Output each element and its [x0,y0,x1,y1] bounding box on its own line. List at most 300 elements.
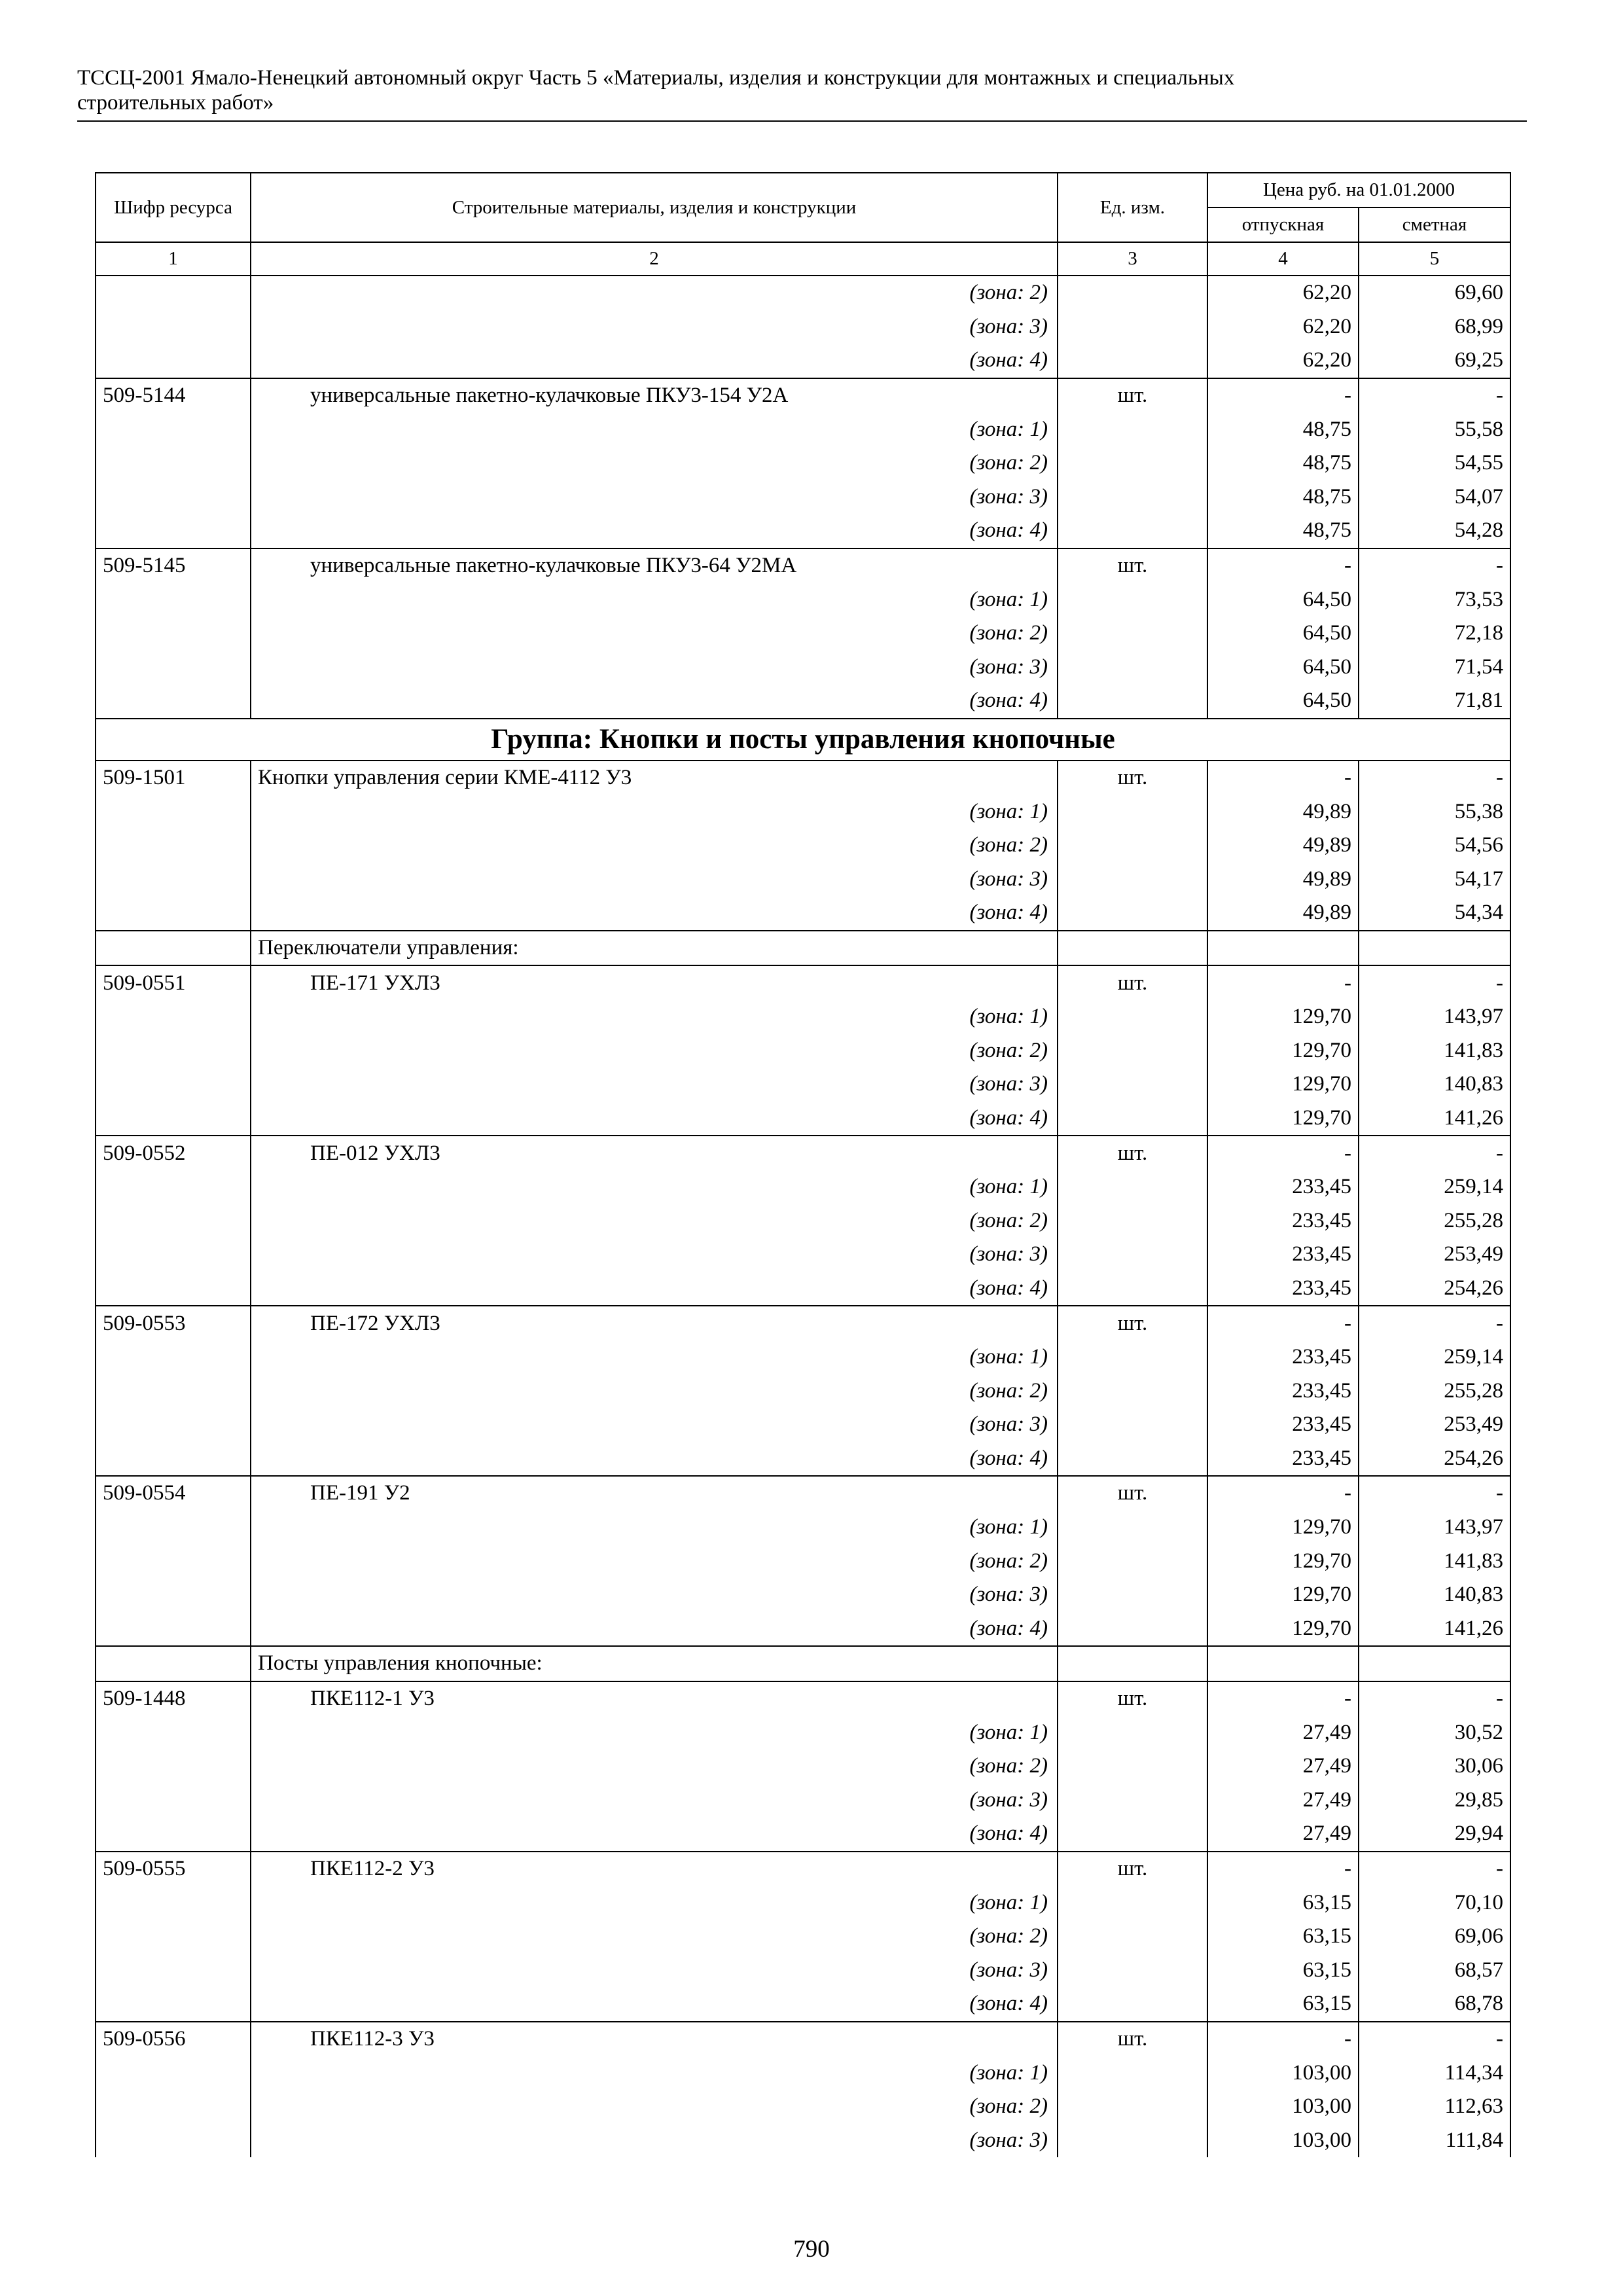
code-cell [96,1204,251,1238]
zone-label: (зона: 1) [251,412,1058,446]
release-price: 129,70 [1207,1033,1359,1067]
release-price: 49,89 [1207,829,1359,863]
unit-cell [1058,1511,1207,1545]
zone-row [96,1102,1510,1136]
estimate-price: - [1359,1852,1510,1886]
unit-of-measure: шт. [1058,1476,1207,1511]
zone-row [96,1204,1510,1238]
zone-row [96,829,1510,863]
estimate-price: 255,28 [1359,1204,1510,1238]
estimate-price: - [1359,761,1510,795]
release-price: 48,75 [1207,514,1359,548]
release-price: 233,45 [1207,1340,1359,1374]
release-price: - [1207,378,1359,413]
item-name: ПКЕ112-1 У3 [251,1681,1058,1716]
zone-row [96,795,1510,829]
unit-cell [1058,1238,1207,1272]
zone-label: (зона: 4) [251,1612,1058,1647]
unit-of-measure: шт. [1058,378,1207,413]
zone-label: (зона: 3) [251,1784,1058,1818]
unit-cell [1058,1033,1207,1067]
release-price: 103,00 [1207,2090,1359,2124]
unit-cell [1058,1954,1207,1988]
estimate-price: 143,97 [1359,1000,1510,1034]
zone-row [96,480,1510,514]
code-cell [96,2123,251,2157]
item-name: ПЕ-012 УХЛ3 [251,1136,1058,1170]
release-price: 49,89 [1207,863,1359,897]
estimate-price: 54,28 [1359,514,1510,548]
zone-label: (зона: 4) [251,344,1058,378]
code-cell [96,1817,251,1852]
release-price: 27,49 [1207,1749,1359,1784]
estimate-price: 68,78 [1359,1987,1510,2022]
code-cell [96,2090,251,2124]
unit-cell [1058,617,1207,651]
header-line-1: ТССЦ-2001 Ямало-Ненецкий автономный округ Часть 5 «Материалы, изделия и конструкции для монтажных и специальных [77,66,1235,90]
release-price: - [1207,548,1359,583]
zone-label: (зона: 1) [251,1715,1058,1749]
resource-code: 509-5145 [96,548,251,583]
zone-row [96,1612,1510,1647]
release-price: - [1207,965,1359,1000]
subheading-label: Посты управления кнопочные: [251,1646,1058,1681]
code-cell [96,1374,251,1408]
release-price: 129,70 [1207,1578,1359,1612]
code-cell [96,684,251,719]
zone-label: (зона: 1) [251,795,1058,829]
zone-row [96,1408,1510,1442]
release-price: 48,75 [1207,480,1359,514]
unit-of-measure: шт. [1058,548,1207,583]
code-cell [96,1954,251,1988]
code-cell [96,1067,251,1102]
code-cell [96,446,251,480]
unit-cell [1058,1204,1207,1238]
unit-of-measure: шт. [1058,1852,1207,1886]
estimate-price: 141,83 [1359,1033,1510,1067]
code-cell [96,651,251,685]
zone-row [96,1987,1510,2022]
subheading-label: Переключатели управления: [251,931,1058,966]
code-cell [96,1442,251,1477]
zone-label: (зона: 4) [251,684,1058,719]
col-number-4: 4 [1207,242,1359,276]
unit-cell [1058,829,1207,863]
estimate-price: 30,06 [1359,1749,1510,1784]
release-price: 233,45 [1207,1204,1359,1238]
zone-row [96,1954,1510,1988]
estimate-price: 73,53 [1359,583,1510,617]
estimate-price: 54,55 [1359,446,1510,480]
zone-label: (зона: 3) [251,863,1058,897]
unit-cell [1058,931,1207,966]
zone-label: (зона: 3) [251,310,1058,344]
zone-label: (зона: 2) [251,1920,1058,1954]
zone-row [96,1544,1510,1578]
group-heading: Группа: Кнопки и посты управления кнопочные [96,719,1510,761]
code-cell [96,583,251,617]
estimate-price-cell [1359,931,1510,966]
zone-label: (зона: 4) [251,1987,1058,2022]
release-price: 129,70 [1207,1544,1359,1578]
zone-row [96,1886,1510,1920]
zone-row [96,583,1510,617]
release-price: 62,20 [1207,344,1359,378]
zone-label: (зона: 2) [251,1033,1058,1067]
item-name: универсальные пакетно-кулачковые ПКУ3-154 У2А [251,378,1058,413]
estimate-price: 141,26 [1359,1612,1510,1647]
zone-label: (зона: 1) [251,1000,1058,1034]
release-price: 27,49 [1207,1817,1359,1852]
page-header [77,65,1524,115]
code-cell [96,1612,251,1647]
release-price-cell [1207,931,1359,966]
code-cell [96,344,251,378]
unit-cell [1058,1817,1207,1852]
estimate-price: 55,58 [1359,412,1510,446]
unit-of-measure: шт. [1058,1306,1207,1340]
col-number-2: 2 [251,242,1058,276]
estimate-price: - [1359,1476,1510,1511]
zone-row [96,863,1510,897]
estimate-price: 69,25 [1359,344,1510,378]
estimate-price: 54,07 [1359,480,1510,514]
unit-cell [1058,1067,1207,1102]
zone-row [96,1000,1510,1034]
zone-row [96,1715,1510,1749]
code-cell [96,1920,251,1954]
estimate-price: 141,26 [1359,1102,1510,1136]
code-cell [96,1987,251,2022]
zone-label: (зона: 1) [251,1886,1058,1920]
code-cell [96,1272,251,1306]
zone-row [96,514,1510,548]
item-row [96,1306,1510,1340]
zone-label: (зона: 2) [251,829,1058,863]
unit-of-measure: шт. [1058,965,1207,1000]
unit-cell [1058,1340,1207,1374]
table-head [96,173,1510,276]
code-cell [96,617,251,651]
release-price: 27,49 [1207,1715,1359,1749]
resource-code: 509-0554 [96,1476,251,1511]
estimate-price: - [1359,2022,1510,2056]
zone-row [96,1578,1510,1612]
zone-label: (зона: 2) [251,446,1058,480]
zone-label: (зона: 3) [251,1954,1058,1988]
unit-cell [1058,1442,1207,1477]
zone-row [96,1170,1510,1204]
release-price: 63,15 [1207,1920,1359,1954]
release-price: 64,50 [1207,651,1359,685]
col-number-5: 5 [1359,242,1510,276]
item-row [96,1852,1510,1886]
code-cell [96,1646,251,1681]
item-name: ПЕ-172 УХЛ3 [251,1306,1058,1340]
col-number-1: 1 [96,242,251,276]
release-price: - [1207,761,1359,795]
zone-row [96,310,1510,344]
estimate-price: 141,83 [1359,1544,1510,1578]
unit-cell [1058,795,1207,829]
zone-label: (зона: 2) [251,1204,1058,1238]
code-cell [96,1784,251,1818]
zone-label: (зона: 3) [251,651,1058,685]
estimate-price: - [1359,1306,1510,1340]
resource-code: 509-1501 [96,761,251,795]
unit-cell [1058,1612,1207,1647]
zone-label: (зона: 4) [251,896,1058,931]
price-table [95,172,1511,2157]
code-cell [96,1715,251,1749]
release-price: 129,70 [1207,1511,1359,1545]
unit-cell [1058,1374,1207,1408]
code-cell [96,1886,251,1920]
zone-label: (зона: 4) [251,1817,1058,1852]
resource-code: 509-0553 [96,1306,251,1340]
estimate-price: 140,83 [1359,1578,1510,1612]
zone-row [96,684,1510,719]
unit-cell [1058,863,1207,897]
item-row [96,965,1510,1000]
zone-label: (зона: 3) [251,1578,1058,1612]
unit-cell [1058,1544,1207,1578]
estimate-price: 140,83 [1359,1067,1510,1102]
release-price: - [1207,1852,1359,1886]
unit-cell [1058,1408,1207,1442]
zone-row [96,1920,1510,1954]
zone-row [96,2090,1510,2124]
zone-row [96,1511,1510,1545]
code-cell [96,514,251,548]
code-cell [96,2056,251,2090]
col-header-release: отпускная [1207,207,1359,242]
zone-row [96,651,1510,685]
unit-cell [1058,446,1207,480]
release-price: 63,15 [1207,1886,1359,1920]
estimate-price: 68,57 [1359,1954,1510,1988]
col-header-name: Строительные материалы, изделия и конструкции [251,173,1058,242]
zone-row [96,1442,1510,1477]
release-price: 63,15 [1207,1987,1359,2022]
zone-row [96,446,1510,480]
code-cell [96,795,251,829]
resource-code: 509-0552 [96,1136,251,1170]
zone-row [96,617,1510,651]
zone-label: (зона: 3) [251,480,1058,514]
estimate-price: 71,81 [1359,684,1510,719]
subheading-row [96,1646,1510,1681]
zone-label: (зона: 1) [251,1170,1058,1204]
unit-cell [1058,1646,1207,1681]
release-price: - [1207,1136,1359,1170]
zone-label: (зона: 2) [251,276,1058,310]
release-price: 129,70 [1207,1102,1359,1136]
code-cell [96,276,251,310]
col-header-code: Шифр ресурса [96,173,251,242]
unit-of-measure: шт. [1058,761,1207,795]
item-row [96,378,1510,413]
release-price: 64,50 [1207,617,1359,651]
estimate-price: 55,38 [1359,795,1510,829]
unit-cell [1058,1170,1207,1204]
unit-cell [1058,1272,1207,1306]
zone-label: (зона: 4) [251,514,1058,548]
zone-label: (зона: 3) [251,1238,1058,1272]
item-name: ПКЕ112-3 У3 [251,2022,1058,2056]
zone-label: (зона: 1) [251,1511,1058,1545]
release-price: 233,45 [1207,1374,1359,1408]
zone-label: (зона: 2) [251,1374,1058,1408]
code-cell [96,1749,251,1784]
item-row [96,1136,1510,1170]
unit-cell [1058,310,1207,344]
zone-label: (зона: 1) [251,583,1058,617]
resource-code: 509-0555 [96,1852,251,1886]
item-name: ПКЕ112-2 У3 [251,1852,1058,1886]
header-line-2: строительных работ» [77,91,274,115]
code-cell [96,1102,251,1136]
zone-label: (зона: 4) [251,1442,1058,1477]
zone-row [96,276,1510,310]
zone-row [96,896,1510,931]
unit-cell [1058,412,1207,446]
code-cell [96,1578,251,1612]
release-price: 103,00 [1207,2123,1359,2157]
code-cell [96,1238,251,1272]
estimate-price: 253,49 [1359,1408,1510,1442]
resource-code: 509-0556 [96,2022,251,2056]
zone-label: (зона: 2) [251,1544,1058,1578]
unit-cell [1058,1578,1207,1612]
unit-of-measure: шт. [1058,2022,1207,2056]
unit-cell [1058,1715,1207,1749]
item-row [96,2022,1510,2056]
release-price: 62,20 [1207,310,1359,344]
code-cell [96,829,251,863]
zone-label: (зона: 4) [251,1102,1058,1136]
code-cell [96,931,251,966]
zone-row [96,1238,1510,1272]
code-cell [96,1033,251,1067]
zone-row [96,2056,1510,2090]
unit-cell [1058,276,1207,310]
estimate-price: 69,60 [1359,276,1510,310]
estimate-price: - [1359,378,1510,413]
release-price: 62,20 [1207,276,1359,310]
estimate-price: 254,26 [1359,1272,1510,1306]
estimate-price: 259,14 [1359,1170,1510,1204]
unit-cell [1058,1749,1207,1784]
release-price: - [1207,2022,1359,2056]
item-name: ПЕ-191 У2 [251,1476,1058,1511]
estimate-price: 29,85 [1359,1784,1510,1818]
release-price: 233,45 [1207,1170,1359,1204]
zone-row [96,1374,1510,1408]
code-cell [96,310,251,344]
resource-code: 509-0551 [96,965,251,1000]
zone-label: (зона: 2) [251,1749,1058,1784]
estimate-price: 54,17 [1359,863,1510,897]
unit-cell [1058,2090,1207,2124]
zone-row [96,1272,1510,1306]
release-price: 27,49 [1207,1784,1359,1818]
unit-cell [1058,480,1207,514]
unit-cell [1058,1000,1207,1034]
group-heading-row [96,719,1510,761]
header-rule [77,120,1527,122]
table-body [96,276,1510,2157]
code-cell [96,1408,251,1442]
item-name: Кнопки управления серии КМЕ-4112 У3 [251,761,1058,795]
release-price: - [1207,1476,1359,1511]
code-cell [96,412,251,446]
unit-cell [1058,583,1207,617]
estimate-price: 54,56 [1359,829,1510,863]
release-price: 129,70 [1207,1000,1359,1034]
unit-cell [1058,1784,1207,1818]
unit-of-measure: шт. [1058,1136,1207,1170]
item-row [96,1681,1510,1716]
estimate-price: 255,28 [1359,1374,1510,1408]
estimate-price-cell [1359,1646,1510,1681]
code-cell [96,1000,251,1034]
zone-label: (зона: 4) [251,1272,1058,1306]
release-price: 233,45 [1207,1408,1359,1442]
col-header-unit: Ед. изм. [1058,173,1207,242]
estimate-price: - [1359,1136,1510,1170]
unit-cell [1058,1987,1207,2022]
resource-code: 509-5144 [96,378,251,413]
zone-row [96,1749,1510,1784]
estimate-price: 54,34 [1359,896,1510,931]
zone-label: (зона: 2) [251,617,1058,651]
estimate-price: 71,54 [1359,651,1510,685]
release-price: 129,70 [1207,1612,1359,1647]
estimate-price: 29,94 [1359,1817,1510,1852]
release-price: 49,89 [1207,896,1359,931]
estimate-price: 69,06 [1359,1920,1510,1954]
code-cell [96,863,251,897]
release-price: 233,45 [1207,1442,1359,1477]
item-name: универсальные пакетно-кулачковые ПКУ3-64 У2МА [251,548,1058,583]
unit-cell [1058,651,1207,685]
code-cell [96,1170,251,1204]
code-cell [96,1511,251,1545]
unit-cell [1058,2056,1207,2090]
estimate-price: 254,26 [1359,1442,1510,1477]
release-price: 233,45 [1207,1238,1359,1272]
unit-cell [1058,2123,1207,2157]
estimate-price: 112,63 [1359,2090,1510,2124]
zone-label: (зона: 3) [251,2123,1058,2157]
col-number-3: 3 [1058,242,1207,276]
zone-row [96,344,1510,378]
zone-row [96,2123,1510,2157]
zone-row [96,1033,1510,1067]
zone-label: (зона: 1) [251,2056,1058,2090]
release-price: 129,70 [1207,1067,1359,1102]
release-price: 49,89 [1207,795,1359,829]
code-cell [96,1340,251,1374]
release-price: 233,45 [1207,1272,1359,1306]
zone-row [96,1340,1510,1374]
zone-label: (зона: 3) [251,1067,1058,1102]
estimate-price: 70,10 [1359,1886,1510,1920]
estimate-price: - [1359,965,1510,1000]
zone-row [96,1067,1510,1102]
